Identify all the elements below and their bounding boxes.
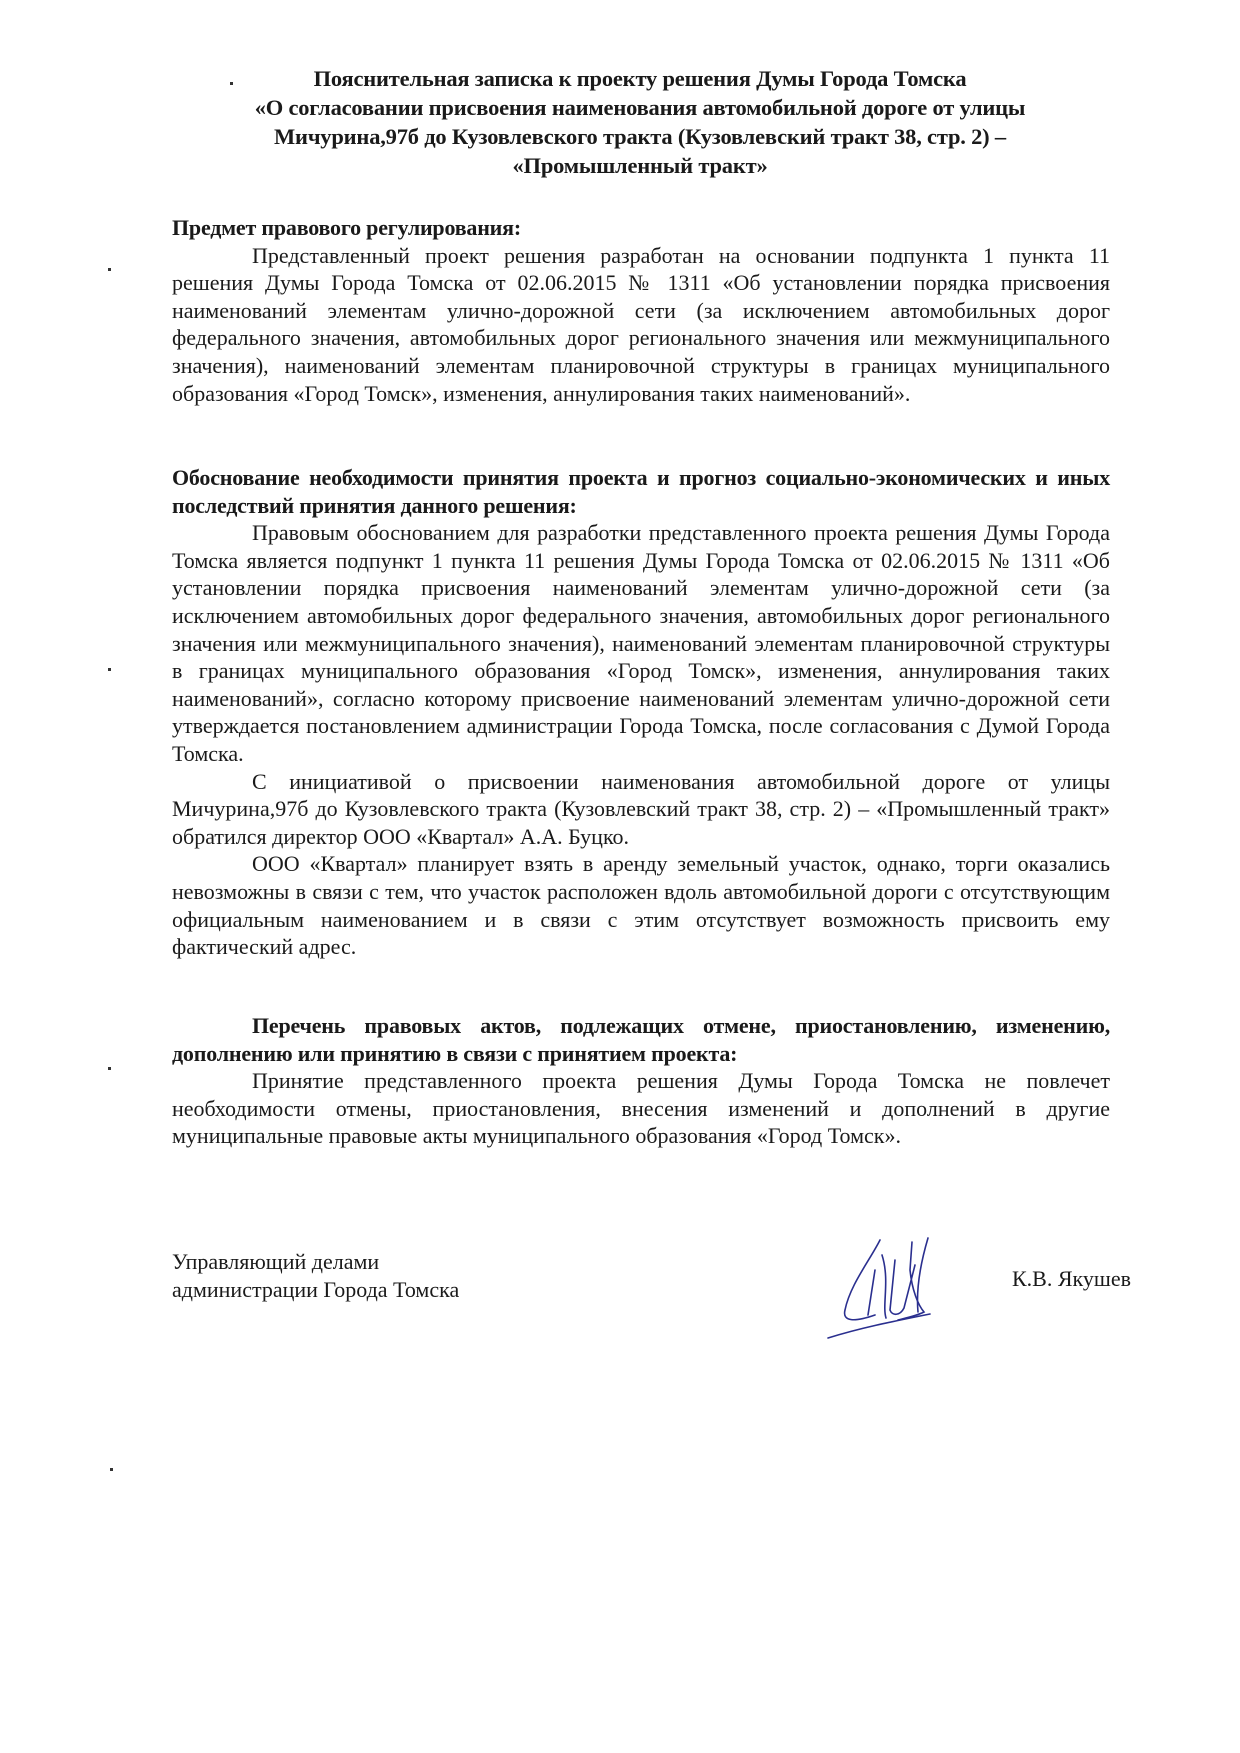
signatory-name: К.В. Якушев (1012, 1266, 1131, 1291)
scan-speck (108, 268, 111, 271)
handwritten-signature-icon (820, 1230, 990, 1340)
title-line-1: Пояснительная записка к проекту решения Думы Города Томска (313, 66, 967, 91)
paragraph: Принятие представленного проекта решения Думы Города Томска не повлечет необходимости отмены, приостановления, внесения изменений и дополнений в другие муниципальные правовые акты муниципального образования «Город Томск». (172, 1068, 1110, 1149)
position-line-1: Управляющий делами (172, 1249, 380, 1274)
paragraph: ООО «Квартал» планирует взять в аренду земельный участок, однако, торги оказались невозможны в связи с тем, что участок расположен вдоль автомобильной дороги с отсутствующим официальным наименованием и в связи с этим отсутствует возможность присвоить ему фактический адрес. (172, 851, 1110, 960)
paragraph: С инициативой о присвоении наименования автомобильной дороге от улицы Мичурина,97б до Кузовлевского тракта (Кузовлевский тракт 38, стр. 2) – «Промышленный тракт» обратился директор ООО «Квартал» А.А. Буцко. (172, 768, 1110, 849)
section-justification (172, 464, 1110, 961)
scan-speck (110, 1468, 113, 1471)
document-title (180, 64, 1100, 180)
paragraph: Представленный проект решения разработан на основании подпункта 1 пункта 11 решения Думы Города Томска от 02.06.2015 № 1311 «Об установлении порядка присвоения наименований элементам улично-дорожной сети (за исключением автомобильных дорог федерального значения, автомобильных дорог регионального значения или межмуниципального значения), наименований элементам планировочной структуры в границах муниципального образования «Город Томск», изменения, аннулирования таких наименований». (172, 242, 1110, 406)
section-subject (172, 214, 1110, 407)
scan-speck (108, 1067, 111, 1070)
section-heading: Обоснование необходимости принятия проекта и прогноз социально-экономических и иных последствий принятия данного решения: (172, 465, 1110, 518)
section-heading: Предмет правового регулирования: (172, 215, 521, 240)
signatory-position (172, 1248, 459, 1304)
section-legal-acts (172, 1012, 1110, 1150)
title-line-2: «О согласовании присвоения наименования автомобильной дороге от улицы (254, 95, 1026, 120)
position-line-2: администрации Города Томска (172, 1277, 460, 1302)
paragraph: Правовым обоснованием для разработки представленного проекта решения Думы Города Томска является подпункт 1 пункта 11 решения Думы Города Томска от 02.06.2015 № 1311 «Об установлении порядка присвоения наименований элементам улично-дорожной сети (за исключением автомобильных дорог федерального значения, автомобильных дорог регионального значения или межмуниципального значения), наименований элементам планировочной структуры в границах муниципального образования «Город Томск», изменения, аннулирования таких наименований», согласно которому присвоение наименований элементам улично-дорожной сети утверждается постановлением администрации Города Томска, после согласования с Думой Города Томска. (172, 520, 1110, 766)
title-line-3: Мичурина,97б до Кузовлевского тракта (Кузовлевский тракт 38, стр. 2) – (274, 124, 1006, 149)
section-heading: Перечень правовых актов, подлежащих отмене, приостановлению, изменению, дополнению или принятию в связи с принятием проекта: (172, 1013, 1110, 1066)
scan-speck (108, 668, 111, 671)
title-line-4: «Промышленный тракт» (512, 153, 768, 178)
